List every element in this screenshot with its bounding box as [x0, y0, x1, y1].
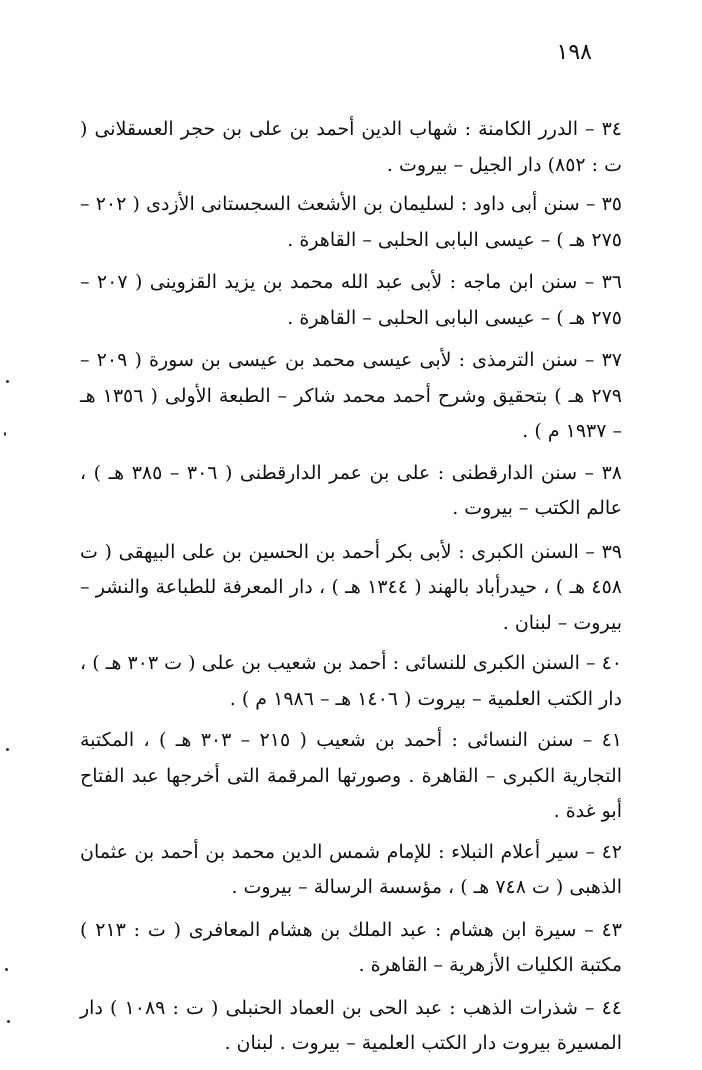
- bibliography-entry-34: ٣٤ – الدرر الكامنة : شهاب الدين أحمد بن على بن حجر العسقلانى ( ت : ٨٥٢) دار الجيل – بيروت .: [80, 118, 622, 176]
- bibliography-entry-35: ٣٥ – سنن أبى داود : لسليمان بن الأشعث السجستانى الأزدى ( ٢٠٢ – ٢٧٥ هـ ) – عيسى البابى الحلبى – القاهرة .: [80, 193, 622, 251]
- bibliography-entry-37: ٣٧ – سنن الترمذى : لأبى عيسى محمد بن عيسى بن سورة ( ٢٠٩ – ٢٧٩ هـ ) بتحقيق وشرح أحمد محمد شاكر – الطبعة الأولى ( ١٣٥٦ هـ – ١٩٣٧ م ) .: [80, 349, 622, 442]
- bibliography-entry-43: ٤٣ – سيرة ابن هشام : عبد الملك بن هشام المعافرى ( ت : ٢١٣ ) مكتبة الكليات الأزهرية – القاهرة .: [80, 918, 623, 976]
- scan-speck: [6, 380, 9, 383]
- bibliography-entry-42: ٤٢ – سير أعلام النبلاء : للإمام شمس الدين محمد بن أحمد بن عثمان الذهبى ( ت ٧٤٨ هـ ) ، مؤسسة الرسالة – بيروت .: [80, 840, 622, 898]
- scan-speck: [6, 748, 9, 751]
- bibliography-entry-38: ٣٨ – سنن الدارقطنى : على بن عمر الدارقطنى ( ٣٠٦ – ٣٨٥ هـ ) ، عالم الكتب – بيروت .: [80, 461, 622, 519]
- bibliography-entry-36: ٣٦ – سنن ابن ماجه : لأبى عبد الله محمد بن يزيد القزوينى ( ٢٠٧ – ٢٧٥ هـ ) – عيسى البابى الحلبى – القاهرة .: [80, 271, 623, 329]
- scan-speck: [7, 1020, 10, 1023]
- scan-speck: [5, 968, 8, 971]
- bibliography-entry-39: ٣٩ – السنن الكبرى : لأبى بكر أحمد بن الحسين بن على البيهقى ( ت ٤٥٨ هـ ) ، حيدرأباد بالهند ( ١٣٤٤ هـ ) ، دار المعرفة للطباعة والنشر – بيروت – لبنان .: [80, 540, 622, 634]
- bibliography-entry-44: ٤٤ – شذرات الذهب : عبد الحى بن العماد الحنبلى ( ت : ١٠٨٩ ) دار المسيرة بيروت دار الكتب العلمية – بيروت . لبنان .: [80, 996, 622, 1054]
- bibliography-entry-40: ٤٠ – السنن الكبرى للنسائى : أحمد بن شعيب بن على ( ت ٣٠٣ هـ ) ، دار الكتب العلمية – بيروت ( ١٤٠٦ هـ – ١٩٨٦ م ) .: [80, 652, 623, 710]
- page-number: ١٩٨: [556, 40, 592, 65]
- scan-speck: [4, 432, 6, 436]
- bibliography-entry-41: ٤١ – سنن النسائى : أحمد بن شعيب ( ٢١٥ – ٣٠٣ هـ ) ، المكتبة التجارية الكبرى – القاهرة . وصورتها المرقمة التى أخرجها عبد الفتاح أبو غدة .: [80, 729, 622, 822]
- bibliography-list: [80, 112, 622, 1062]
